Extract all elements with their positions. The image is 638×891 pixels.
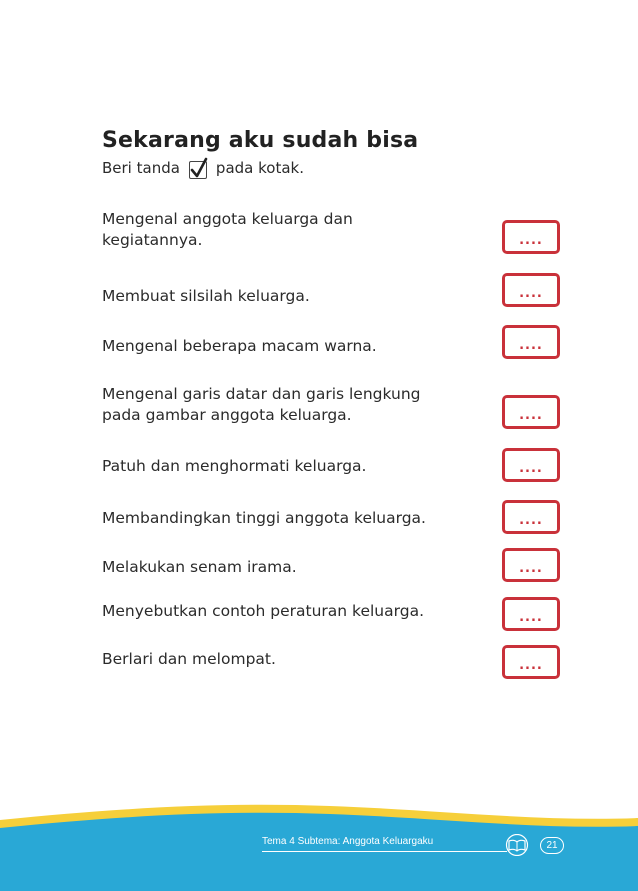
answer-placeholder: .... — [519, 338, 543, 353]
item-line: Patuh dan menghormati keluarga. — [102, 457, 367, 475]
list-item-text — [102, 508, 482, 529]
answer-placeholder: .... — [519, 610, 543, 625]
item-line: Membandingkan tinggi anggota keluarga. — [102, 509, 426, 527]
instruction — [102, 159, 304, 177]
item-line: pada gambar anggota keluarga. — [102, 406, 352, 424]
item-line: Mengenal anggota keluarga dan — [102, 210, 353, 228]
list-item-text — [102, 384, 482, 426]
answer-box[interactable] — [502, 548, 560, 582]
footer-divider — [262, 851, 507, 852]
answer-placeholder: .... — [519, 408, 543, 423]
checkmark-icon — [189, 161, 207, 179]
answer-box[interactable] — [502, 448, 560, 482]
answer-box[interactable] — [502, 500, 560, 534]
item-line: kegiatannya. — [102, 231, 203, 249]
instruction-text-before: Beri tanda — [102, 159, 180, 177]
list-item-text — [102, 601, 482, 622]
list-item-text — [102, 557, 482, 578]
answer-box[interactable] — [502, 597, 560, 631]
list-item-text — [102, 209, 482, 251]
answer-placeholder: .... — [519, 513, 543, 528]
answer-box[interactable] — [502, 645, 560, 679]
item-line: Membuat silsilah keluarga. — [102, 287, 310, 305]
item-line: Mengenal beberapa macam warna. — [102, 337, 377, 355]
answer-placeholder: .... — [519, 233, 543, 248]
item-line: Melakukan senam irama. — [102, 558, 297, 576]
answer-placeholder: .... — [519, 461, 543, 476]
page-number: 21 — [540, 837, 564, 854]
instruction-text-after: pada kotak. — [215, 159, 304, 177]
answer-box[interactable] — [502, 220, 560, 254]
answer-box[interactable] — [502, 325, 560, 359]
item-line: Berlari dan melompat. — [102, 650, 276, 668]
list-item-text — [102, 286, 482, 307]
book-icon — [504, 834, 530, 856]
answer-placeholder: .... — [519, 658, 543, 673]
answer-box[interactable] — [502, 273, 560, 307]
answer-box[interactable] — [502, 395, 560, 429]
page-title: Sekarang aku sudah bisa — [102, 128, 419, 153]
answer-placeholder: .... — [519, 286, 543, 301]
answer-placeholder: .... — [519, 561, 543, 576]
list-item-text — [102, 336, 482, 357]
footer-theme: Tema 4 Subtema: Anggota Keluargaku — [262, 836, 434, 847]
list-item-text — [102, 456, 482, 477]
item-line: Mengenal garis datar dan garis lengkung — [102, 385, 421, 403]
item-line: Menyebutkan contoh peraturan keluarga. — [102, 602, 424, 620]
list-item-text — [102, 649, 482, 670]
